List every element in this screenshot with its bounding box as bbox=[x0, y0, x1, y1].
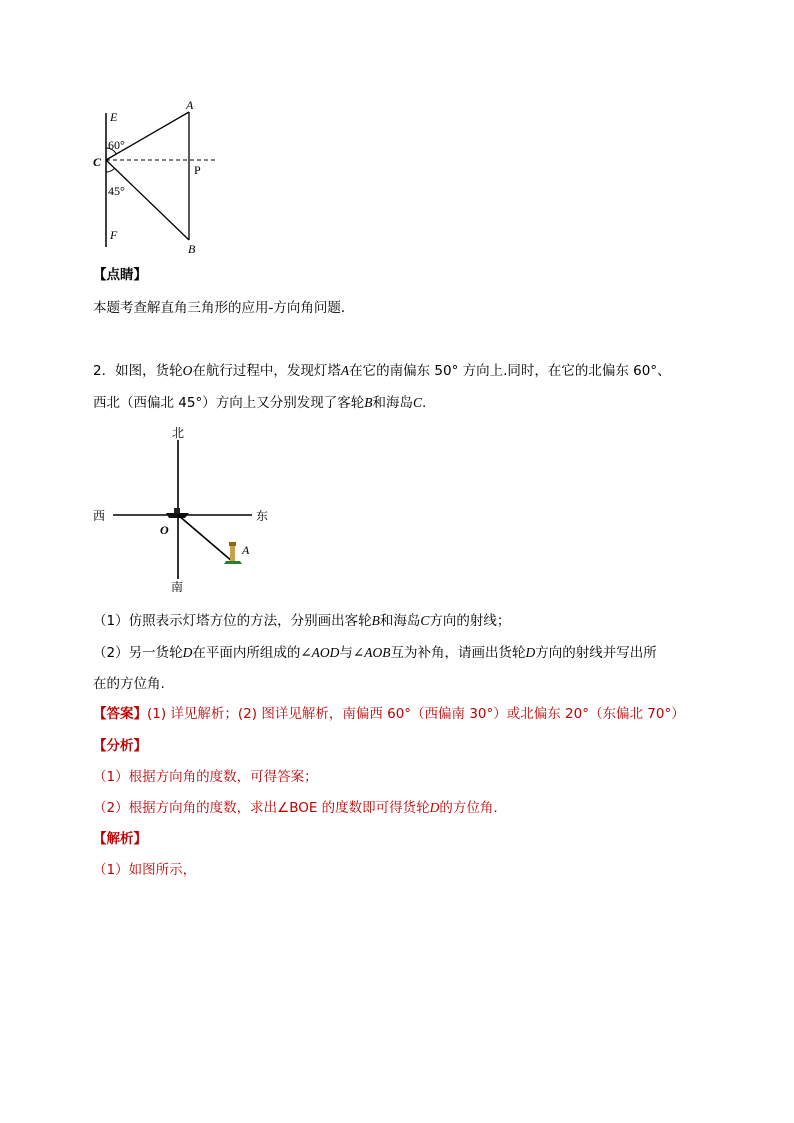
label-a: A bbox=[186, 98, 194, 112]
analysis-line1: （1）根据方向角的度数，可得答案； bbox=[93, 769, 318, 785]
ray-oa bbox=[178, 515, 233, 562]
text: （2）根据方向角的度数，求出∠BOE 的度数即可得货轮 bbox=[93, 800, 430, 816]
angle-aod: ∠AOD bbox=[300, 645, 340, 660]
compass-south: 南 bbox=[171, 580, 184, 594]
angle-arc-bottom bbox=[106, 168, 115, 172]
analysis-label: 【分析】 bbox=[93, 738, 147, 754]
label-b: B bbox=[188, 242, 196, 256]
question-2-line2: 在的方位角. bbox=[93, 676, 165, 692]
text: 在航行过程中，发现灯塔 bbox=[192, 363, 341, 379]
line-cb bbox=[106, 160, 189, 240]
answer-text: (1) 详见解析；(2) 图详见解析，南偏西 60°（西偏南 30°）或北偏东 20°（东偏北 70°） bbox=[147, 706, 685, 722]
text: 方向的射线； bbox=[429, 613, 511, 629]
text: . bbox=[422, 395, 427, 411]
angle-aob: ∠AOB bbox=[352, 645, 391, 660]
text: 方向的射线并写出所 bbox=[535, 645, 657, 661]
text: 在平面内所组成的 bbox=[192, 645, 301, 661]
question-2-line1 bbox=[93, 643, 657, 663]
label-c: C bbox=[93, 155, 102, 169]
text: （1）仿照表示灯塔方位的方法，分别画出客轮 bbox=[93, 613, 372, 629]
label-a2: A bbox=[242, 543, 250, 557]
label-f: F bbox=[110, 228, 118, 242]
label-o: O bbox=[160, 523, 169, 537]
problem2-line1 bbox=[93, 361, 671, 381]
text: 的方位角. bbox=[439, 800, 498, 816]
compass-figure bbox=[90, 422, 280, 600]
line-ca bbox=[106, 112, 189, 160]
text: 和海岛 bbox=[379, 613, 421, 629]
compass-north: 北 bbox=[172, 426, 185, 440]
var-c: C bbox=[420, 613, 430, 628]
var-c: C bbox=[412, 395, 422, 410]
section-heading-dianjing: 【点睛】 bbox=[93, 267, 147, 283]
var-d: D bbox=[525, 645, 536, 660]
var-o: O bbox=[182, 363, 193, 378]
triangle-figure bbox=[88, 95, 228, 260]
text: 和海岛 bbox=[372, 395, 413, 411]
var-d: D bbox=[429, 800, 440, 815]
var-a: A bbox=[340, 363, 350, 378]
text: 互为补角，请画出货轮 bbox=[390, 645, 526, 661]
question-1 bbox=[93, 611, 510, 631]
angle-60: 60° bbox=[108, 138, 125, 152]
label-e: E bbox=[110, 110, 118, 124]
answer-label: 【答案】 bbox=[93, 706, 147, 722]
text: （2）另一货轮 bbox=[93, 645, 183, 661]
var-b: B bbox=[371, 613, 380, 628]
solution-label: 【解析】 bbox=[93, 831, 147, 847]
text: 与 bbox=[339, 645, 353, 661]
label-p: P bbox=[194, 163, 201, 177]
analysis-line2 bbox=[93, 798, 498, 818]
text: 2．如图，货轮 bbox=[93, 363, 183, 379]
var-b: B bbox=[364, 395, 373, 410]
text: 西北（西偏北 45°）方向上又分别发现了客轮 bbox=[93, 395, 365, 411]
compass-west: 西 bbox=[93, 509, 106, 523]
compass-east: 东 bbox=[256, 509, 269, 523]
answer-line bbox=[93, 704, 685, 724]
angle-45: 45° bbox=[108, 184, 125, 198]
solution-line1: （1）如图所示， bbox=[93, 862, 197, 878]
text: 在它的南偏东 50° 方向上.同时，在它的北偏东 60°、 bbox=[349, 363, 671, 379]
ship-icon bbox=[166, 508, 189, 518]
lighthouse-icon bbox=[224, 542, 242, 564]
section-body-dianjing: 本题考查解直角三角形的应用-方向角问题． bbox=[93, 300, 355, 316]
problem2-line2 bbox=[93, 393, 426, 413]
var-d: D bbox=[182, 645, 193, 660]
